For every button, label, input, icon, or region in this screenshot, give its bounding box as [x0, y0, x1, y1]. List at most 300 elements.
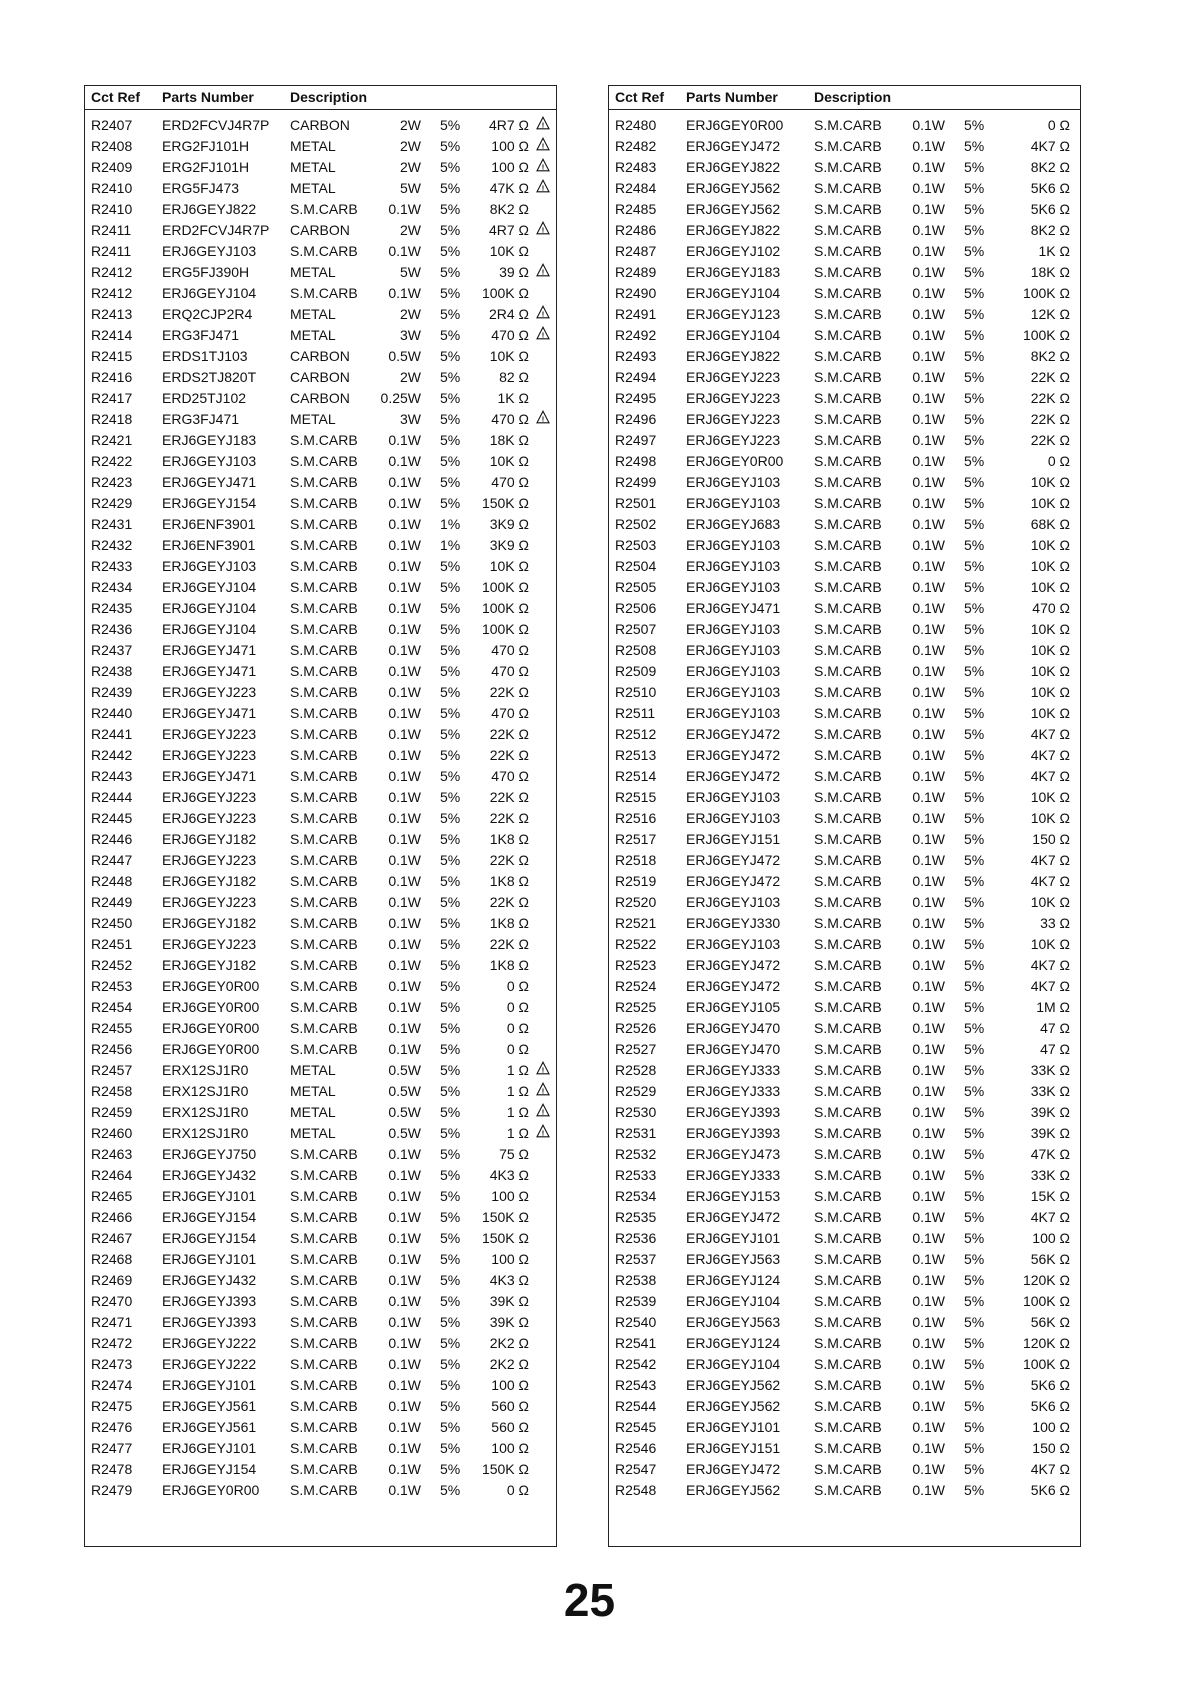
- resistance-value-cell: 4K7 Ω: [1030, 768, 1070, 784]
- parts-number-cell: ERJ6GEYJ472: [686, 138, 781, 154]
- table-row: [609, 115, 1080, 136]
- tolerance-cell: 5%: [964, 705, 985, 721]
- resistance-value-cell: 120K Ω: [1022, 1335, 1070, 1351]
- parts-number-cell: ERX12SJ1R0: [162, 1083, 249, 1099]
- resistance-value-cell: 33K Ω: [1030, 1083, 1070, 1099]
- table-row: [85, 304, 556, 325]
- parts-number-cell: ERX12SJ1R0: [162, 1062, 249, 1078]
- cct-ref-cell: R2502: [615, 516, 657, 532]
- wattage-cell: 0.1W: [388, 936, 421, 952]
- cct-ref-cell: R2501: [615, 495, 657, 511]
- cct-ref-cell: R2433: [91, 558, 133, 574]
- tolerance-cell: 5%: [440, 915, 461, 931]
- wattage-cell: 0.1W: [912, 432, 945, 448]
- description-cell: S.M.CARB: [814, 726, 882, 742]
- parts-number-cell: ERJ6GEYJ562: [686, 180, 781, 196]
- tolerance-cell: 5%: [440, 663, 461, 679]
- cct-ref-cell: R2524: [615, 978, 657, 994]
- parts-number-cell: ERJ6GEYJ562: [686, 1398, 781, 1414]
- cct-ref-cell: R2476: [91, 1419, 133, 1435]
- description-cell: S.M.CARB: [814, 1440, 882, 1456]
- tolerance-cell: 5%: [440, 747, 461, 763]
- safety-warning-icon: [536, 1061, 550, 1078]
- table-row: [609, 1438, 1080, 1459]
- resistance-value-cell: 33K Ω: [1030, 1167, 1070, 1183]
- description-cell: S.M.CARB: [814, 1356, 882, 1372]
- wattage-cell: 0.1W: [912, 726, 945, 742]
- table-row: [609, 136, 1080, 157]
- parts-number-cell: ERJ6GEYJ104: [686, 285, 781, 301]
- resistance-value-cell: 2K2 Ω: [489, 1335, 529, 1351]
- tolerance-cell: 5%: [440, 768, 461, 784]
- wattage-cell: 0.1W: [912, 369, 945, 385]
- tolerance-cell: 5%: [440, 1461, 461, 1477]
- parts-number-cell: ERJ6GEYJ104: [686, 1293, 781, 1309]
- resistance-value-cell: 100K Ω: [1022, 327, 1070, 343]
- table-row: [609, 976, 1080, 997]
- parts-number-cell: ERJ6GEYJ124: [686, 1335, 781, 1351]
- tolerance-cell: 5%: [440, 1041, 461, 1057]
- wattage-cell: 0.5W: [388, 1125, 421, 1141]
- cct-ref-cell: R2445: [91, 810, 133, 826]
- tolerance-cell: 5%: [440, 1314, 461, 1330]
- wattage-cell: 0.1W: [388, 789, 421, 805]
- resistance-value-cell: 10K Ω: [1030, 495, 1070, 511]
- resistance-value-cell: 5K6 Ω: [1030, 180, 1070, 196]
- parts-number-cell: ERJ6GEYJ822: [686, 222, 781, 238]
- description-cell: S.M.CARB: [290, 432, 358, 448]
- table-row: [609, 640, 1080, 661]
- parts-number-cell: ERJ6GEYJ223: [162, 726, 257, 742]
- cct-ref-cell: R2485: [615, 201, 657, 217]
- description-cell: S.M.CARB: [290, 663, 358, 679]
- resistance-value-cell: 100 Ω: [1032, 1230, 1070, 1246]
- parts-number-cell: ERJ6GEYJ103: [686, 579, 781, 595]
- wattage-cell: 0.1W: [388, 1020, 421, 1036]
- resistance-value-cell: 1 Ω: [506, 1125, 529, 1141]
- cct-ref-cell: R2422: [91, 453, 133, 469]
- table-row: [609, 598, 1080, 619]
- resistance-value-cell: 10K Ω: [1030, 558, 1070, 574]
- parts-number-cell: ERJ6GEYJ103: [162, 453, 257, 469]
- cct-ref-cell: R2539: [615, 1293, 657, 1309]
- table-row: [85, 850, 556, 871]
- wattage-cell: 0.1W: [912, 852, 945, 868]
- tolerance-cell: 5%: [440, 894, 461, 910]
- tolerance-cell: 5%: [964, 579, 985, 595]
- safety-warning-icon: [536, 410, 550, 427]
- parts-number-cell: ERJ6GEYJ223: [162, 684, 257, 700]
- description-cell: S.M.CARB: [290, 978, 358, 994]
- right-parts-table: [608, 85, 1081, 1547]
- description-cell: S.M.CARB: [814, 789, 882, 805]
- wattage-cell: 0.1W: [388, 1377, 421, 1393]
- parts-number-cell: ERDS2TJ820T: [162, 369, 257, 385]
- table-row: [609, 808, 1080, 829]
- parts-number-cell: ERJ6GEYJ333: [686, 1062, 781, 1078]
- cct-ref-cell: R2472: [91, 1335, 133, 1351]
- cct-ref-cell: R2477: [91, 1440, 133, 1456]
- wattage-cell: 2W: [400, 159, 421, 175]
- resistance-value-cell: 10K Ω: [489, 558, 529, 574]
- description-cell: S.M.CARB: [290, 936, 358, 952]
- table-row: [85, 787, 556, 808]
- wattage-cell: 0.1W: [912, 306, 945, 322]
- cct-ref-cell: R2447: [91, 852, 133, 868]
- cct-ref-cell: R2474: [91, 1377, 133, 1393]
- table-row: [85, 724, 556, 745]
- parts-number-cell: ERJ6GEYJ223: [162, 789, 257, 805]
- tolerance-cell: 5%: [440, 411, 461, 427]
- cct-ref-cell: R2410: [91, 180, 133, 196]
- table-row: [85, 1312, 556, 1333]
- wattage-cell: 0.1W: [912, 747, 945, 763]
- resistance-value-cell: 39 Ω: [499, 264, 529, 280]
- cct-ref-cell: R2460: [91, 1125, 133, 1141]
- safety-warning-icon: [536, 137, 550, 154]
- cct-ref-cell: R2512: [615, 726, 657, 742]
- cct-ref-cell: R2418: [91, 411, 133, 427]
- description-cell: S.M.CARB: [814, 516, 882, 532]
- resistance-value-cell: 68K Ω: [1030, 516, 1070, 532]
- wattage-cell: 0.1W: [912, 1209, 945, 1225]
- table-row: [609, 1060, 1080, 1081]
- table-row: [85, 1270, 556, 1291]
- tolerance-cell: 5%: [964, 1482, 985, 1498]
- tolerance-cell: 5%: [964, 915, 985, 931]
- parts-number-cell: ERG3FJ471: [162, 327, 240, 343]
- parts-number-cell: ERJ6GEYJ103: [686, 663, 781, 679]
- cct-ref-cell: R2486: [615, 222, 657, 238]
- cct-ref-cell: R2410: [91, 201, 133, 217]
- table-row: [609, 1123, 1080, 1144]
- tolerance-cell: 5%: [440, 306, 461, 322]
- parts-number-cell: ERJ6GEYJ103: [686, 642, 781, 658]
- table-row: [609, 1018, 1080, 1039]
- description-cell: S.M.CARB: [814, 1272, 882, 1288]
- table-row: [85, 1354, 556, 1375]
- parts-number-cell: ERJ6GEYJ561: [162, 1398, 257, 1414]
- resistance-value-cell: 4K3 Ω: [489, 1272, 529, 1288]
- resistance-value-cell: 10K Ω: [489, 348, 529, 364]
- resistance-value-cell: 150K Ω: [481, 1209, 529, 1225]
- cct-ref-cell: R2432: [91, 537, 133, 553]
- cct-ref-cell: R2438: [91, 663, 133, 679]
- tolerance-cell: 5%: [440, 1335, 461, 1351]
- wattage-cell: 0.1W: [388, 579, 421, 595]
- description-cell: S.M.CARB: [290, 537, 358, 553]
- description-cell: S.M.CARB: [290, 1377, 358, 1393]
- table-row: [609, 472, 1080, 493]
- description-cell: S.M.CARB: [814, 1230, 882, 1246]
- wattage-cell: 0.1W: [912, 243, 945, 259]
- cct-ref-cell: R2534: [615, 1188, 657, 1204]
- description-cell: S.M.CARB: [814, 579, 882, 595]
- tolerance-cell: 5%: [964, 159, 985, 175]
- tolerance-cell: 5%: [964, 789, 985, 805]
- parts-number-cell: ERG5FJ390H: [162, 264, 250, 280]
- cct-ref-cell: R2492: [615, 327, 657, 343]
- tolerance-cell: 5%: [964, 537, 985, 553]
- wattage-cell: 0.1W: [912, 600, 945, 616]
- table-row: [85, 1333, 556, 1354]
- table-row: [609, 850, 1080, 871]
- resistance-value-cell: 4K3 Ω: [489, 1167, 529, 1183]
- resistance-value-cell: 10K Ω: [1030, 537, 1070, 553]
- wattage-cell: 0.1W: [912, 915, 945, 931]
- wattage-cell: 0.1W: [912, 1398, 945, 1414]
- wattage-cell: 0.1W: [912, 327, 945, 343]
- parts-number-cell: ERJ6GEYJ151: [686, 1440, 781, 1456]
- resistance-value-cell: 4K7 Ω: [1030, 1461, 1070, 1477]
- wattage-cell: 0.1W: [912, 978, 945, 994]
- table-row: [85, 1060, 556, 1081]
- resistance-value-cell: 4K7 Ω: [1030, 852, 1070, 868]
- cct-ref-cell: R2408: [91, 138, 133, 154]
- cct-ref-cell: R2506: [615, 600, 657, 616]
- wattage-cell: 0.1W: [388, 1209, 421, 1225]
- resistance-value-cell: 470 Ω: [491, 705, 529, 721]
- cct-ref-cell: R2545: [615, 1419, 657, 1435]
- wattage-cell: 0.1W: [912, 390, 945, 406]
- resistance-value-cell: 18K Ω: [1030, 264, 1070, 280]
- cct-ref-cell: R2523: [615, 957, 657, 973]
- table-row: [85, 283, 556, 304]
- description-cell: S.M.CARB: [814, 1104, 882, 1120]
- resistance-value-cell: 100 Ω: [491, 138, 529, 154]
- cct-ref-cell: R2522: [615, 936, 657, 952]
- description-cell: S.M.CARB: [814, 1398, 882, 1414]
- resistance-value-cell: 5K6 Ω: [1030, 1398, 1070, 1414]
- parts-number-cell: ERJ6GEYJ750: [162, 1146, 257, 1162]
- cct-ref-cell: R2480: [615, 117, 657, 133]
- wattage-cell: 0.1W: [388, 243, 421, 259]
- table-row: [85, 514, 556, 535]
- wattage-cell: 0.1W: [912, 894, 945, 910]
- safety-warning-icon: [536, 158, 550, 175]
- tolerance-cell: 5%: [440, 1293, 461, 1309]
- wattage-cell: 0.1W: [388, 495, 421, 511]
- tolerance-cell: 5%: [440, 684, 461, 700]
- tolerance-cell: 5%: [964, 957, 985, 973]
- tolerance-cell: 5%: [964, 243, 985, 259]
- tolerance-cell: 5%: [440, 1398, 461, 1414]
- table-row: [609, 934, 1080, 955]
- resistance-value-cell: 0 Ω: [1047, 453, 1070, 469]
- header-description: Description: [814, 89, 892, 105]
- description-cell: S.M.CARB: [814, 600, 882, 616]
- wattage-cell: 0.1W: [912, 516, 945, 532]
- wattage-cell: 0.1W: [388, 999, 421, 1015]
- description-cell: S.M.CARB: [290, 579, 358, 595]
- resistance-value-cell: 10K Ω: [1030, 789, 1070, 805]
- tolerance-cell: 5%: [440, 180, 461, 196]
- description-cell: METAL: [290, 1125, 336, 1141]
- table-row: [609, 955, 1080, 976]
- wattage-cell: 0.1W: [912, 1461, 945, 1477]
- description-cell: S.M.CARB: [814, 1083, 882, 1099]
- tolerance-cell: 5%: [440, 390, 461, 406]
- tolerance-cell: 5%: [964, 1356, 985, 1372]
- tolerance-cell: 5%: [440, 432, 461, 448]
- cct-ref-cell: R2516: [615, 810, 657, 826]
- tolerance-cell: 5%: [964, 1125, 985, 1141]
- svg-text:!: !: [541, 414, 545, 424]
- table-row: [609, 157, 1080, 178]
- tolerance-cell: 5%: [440, 243, 461, 259]
- tolerance-cell: 5%: [440, 1167, 461, 1183]
- cct-ref-cell: R2455: [91, 1020, 133, 1036]
- resistance-value-cell: 2R4 Ω: [488, 306, 529, 322]
- parts-number-cell: ERJ6GEYJ124: [686, 1272, 781, 1288]
- cct-ref-cell: R2548: [615, 1482, 657, 1498]
- wattage-cell: 2W: [400, 306, 421, 322]
- tolerance-cell: 5%: [440, 579, 461, 595]
- safety-warning-icon: [536, 263, 550, 280]
- cct-ref-cell: R2518: [615, 852, 657, 868]
- description-cell: S.M.CARB: [814, 474, 882, 490]
- table-row: [609, 241, 1080, 262]
- tolerance-cell: 5%: [440, 726, 461, 742]
- table-row: [609, 1459, 1080, 1480]
- parts-number-cell: ERG2FJ101H: [162, 159, 250, 175]
- description-cell: S.M.CARB: [290, 810, 358, 826]
- resistance-value-cell: 22K Ω: [1030, 390, 1070, 406]
- wattage-cell: 0.1W: [388, 285, 421, 301]
- cct-ref-cell: R2542: [615, 1356, 657, 1372]
- parts-number-cell: ERJ6GEYJ471: [686, 600, 781, 616]
- description-cell: CARBON: [290, 117, 350, 133]
- resistance-value-cell: 0 Ω: [506, 1041, 529, 1057]
- description-cell: S.M.CARB: [290, 558, 358, 574]
- tolerance-cell: 5%: [964, 222, 985, 238]
- table-row: [85, 1102, 556, 1123]
- wattage-cell: 0.1W: [388, 1272, 421, 1288]
- parts-number-cell: ERG5FJ473: [162, 180, 240, 196]
- cct-ref-cell: R2540: [615, 1314, 657, 1330]
- tolerance-cell: 5%: [964, 978, 985, 994]
- resistance-value-cell: 470 Ω: [491, 327, 529, 343]
- description-cell: S.M.CARB: [814, 306, 882, 322]
- description-cell: S.M.CARB: [290, 621, 358, 637]
- table-row: [609, 1249, 1080, 1270]
- wattage-cell: 0.1W: [912, 1146, 945, 1162]
- cct-ref-cell: R2487: [615, 243, 657, 259]
- description-cell: CARBON: [290, 222, 350, 238]
- resistance-value-cell: 10K Ω: [1030, 642, 1070, 658]
- resistance-value-cell: 100 Ω: [1032, 1419, 1070, 1435]
- tolerance-cell: 5%: [964, 1398, 985, 1414]
- parts-number-cell: ERJ6GEYJ183: [162, 432, 257, 448]
- tolerance-cell: 5%: [964, 768, 985, 784]
- description-cell: S.M.CARB: [290, 453, 358, 469]
- description-cell: S.M.CARB: [814, 978, 882, 994]
- cct-ref-cell: R2495: [615, 390, 657, 406]
- wattage-cell: 0.1W: [388, 915, 421, 931]
- svg-text:!: !: [541, 225, 545, 235]
- description-cell: S.M.CARB: [814, 1314, 882, 1330]
- description-cell: S.M.CARB: [290, 1293, 358, 1309]
- table-row: [85, 598, 556, 619]
- cct-ref-cell: R2414: [91, 327, 133, 343]
- parts-number-cell: ERJ6GEYJ822: [162, 201, 257, 217]
- cct-ref-cell: R2525: [615, 999, 657, 1015]
- wattage-cell: 0.1W: [912, 768, 945, 784]
- resistance-value-cell: 10K Ω: [1030, 936, 1070, 952]
- parts-number-cell: ERJ6GEYJ101: [686, 1230, 781, 1246]
- parts-number-cell: ERX12SJ1R0: [162, 1125, 249, 1141]
- description-cell: S.M.CARB: [814, 432, 882, 448]
- tolerance-cell: 5%: [440, 1419, 461, 1435]
- table-header: [609, 86, 1080, 110]
- description-cell: S.M.CARB: [814, 1020, 882, 1036]
- table-row: [609, 766, 1080, 787]
- description-cell: S.M.CARB: [814, 243, 882, 259]
- description-cell: S.M.CARB: [290, 1251, 358, 1267]
- cct-ref-cell: R2497: [615, 432, 657, 448]
- resistance-value-cell: 10K Ω: [1030, 684, 1070, 700]
- table-row: [85, 136, 556, 157]
- parts-number-cell: ERJ6ENF3901: [162, 537, 256, 553]
- table-row: [85, 661, 556, 682]
- wattage-cell: 0.25W: [380, 390, 421, 406]
- cct-ref-cell: R2417: [91, 390, 133, 406]
- description-cell: S.M.CARB: [814, 1461, 882, 1477]
- description-cell: METAL: [290, 327, 336, 343]
- tolerance-cell: 5%: [440, 1125, 461, 1141]
- table-row: [609, 661, 1080, 682]
- description-cell: S.M.CARB: [814, 453, 882, 469]
- tolerance-cell: 5%: [964, 1293, 985, 1309]
- resistance-value-cell: 4K7 Ω: [1030, 138, 1070, 154]
- parts-number-cell: ERJ6GEYJ182: [162, 873, 257, 889]
- header-parts-number: Parts Number: [686, 89, 778, 105]
- cct-ref-cell: R2416: [91, 369, 133, 385]
- description-cell: CARBON: [290, 369, 350, 385]
- tolerance-cell: 5%: [964, 201, 985, 217]
- wattage-cell: 0.1W: [912, 873, 945, 889]
- wattage-cell: 0.5W: [388, 348, 421, 364]
- parts-number-cell: ERJ6GEYJ154: [162, 1461, 257, 1477]
- wattage-cell: 0.1W: [912, 999, 945, 1015]
- description-cell: METAL: [290, 306, 336, 322]
- table-row: [85, 682, 556, 703]
- table-row: [609, 577, 1080, 598]
- resistance-value-cell: 1K8 Ω: [489, 915, 529, 931]
- description-cell: S.M.CARB: [814, 642, 882, 658]
- table-body: [85, 110, 556, 1501]
- tolerance-cell: 5%: [964, 516, 985, 532]
- cct-ref-cell: R2470: [91, 1293, 133, 1309]
- parts-number-cell: ERJ6GEYJ103: [686, 810, 781, 826]
- table-row: [609, 220, 1080, 241]
- parts-number-cell: ERJ6GEY0R00: [162, 1041, 260, 1057]
- parts-number-cell: ERJ6GEYJ151: [686, 831, 781, 847]
- table-row: [609, 619, 1080, 640]
- cct-ref-cell: R2444: [91, 789, 133, 805]
- wattage-cell: 0.1W: [388, 663, 421, 679]
- description-cell: S.M.CARB: [290, 1167, 358, 1183]
- wattage-cell: 0.1W: [388, 726, 421, 742]
- cct-ref-cell: R2423: [91, 474, 133, 490]
- wattage-cell: 0.1W: [388, 957, 421, 973]
- resistance-value-cell: 150 Ω: [1032, 831, 1070, 847]
- header-cct-ref: Cct Ref: [91, 89, 141, 105]
- table-row: [609, 913, 1080, 934]
- tolerance-cell: 5%: [440, 348, 461, 364]
- table-row: [609, 1207, 1080, 1228]
- description-cell: METAL: [290, 1083, 336, 1099]
